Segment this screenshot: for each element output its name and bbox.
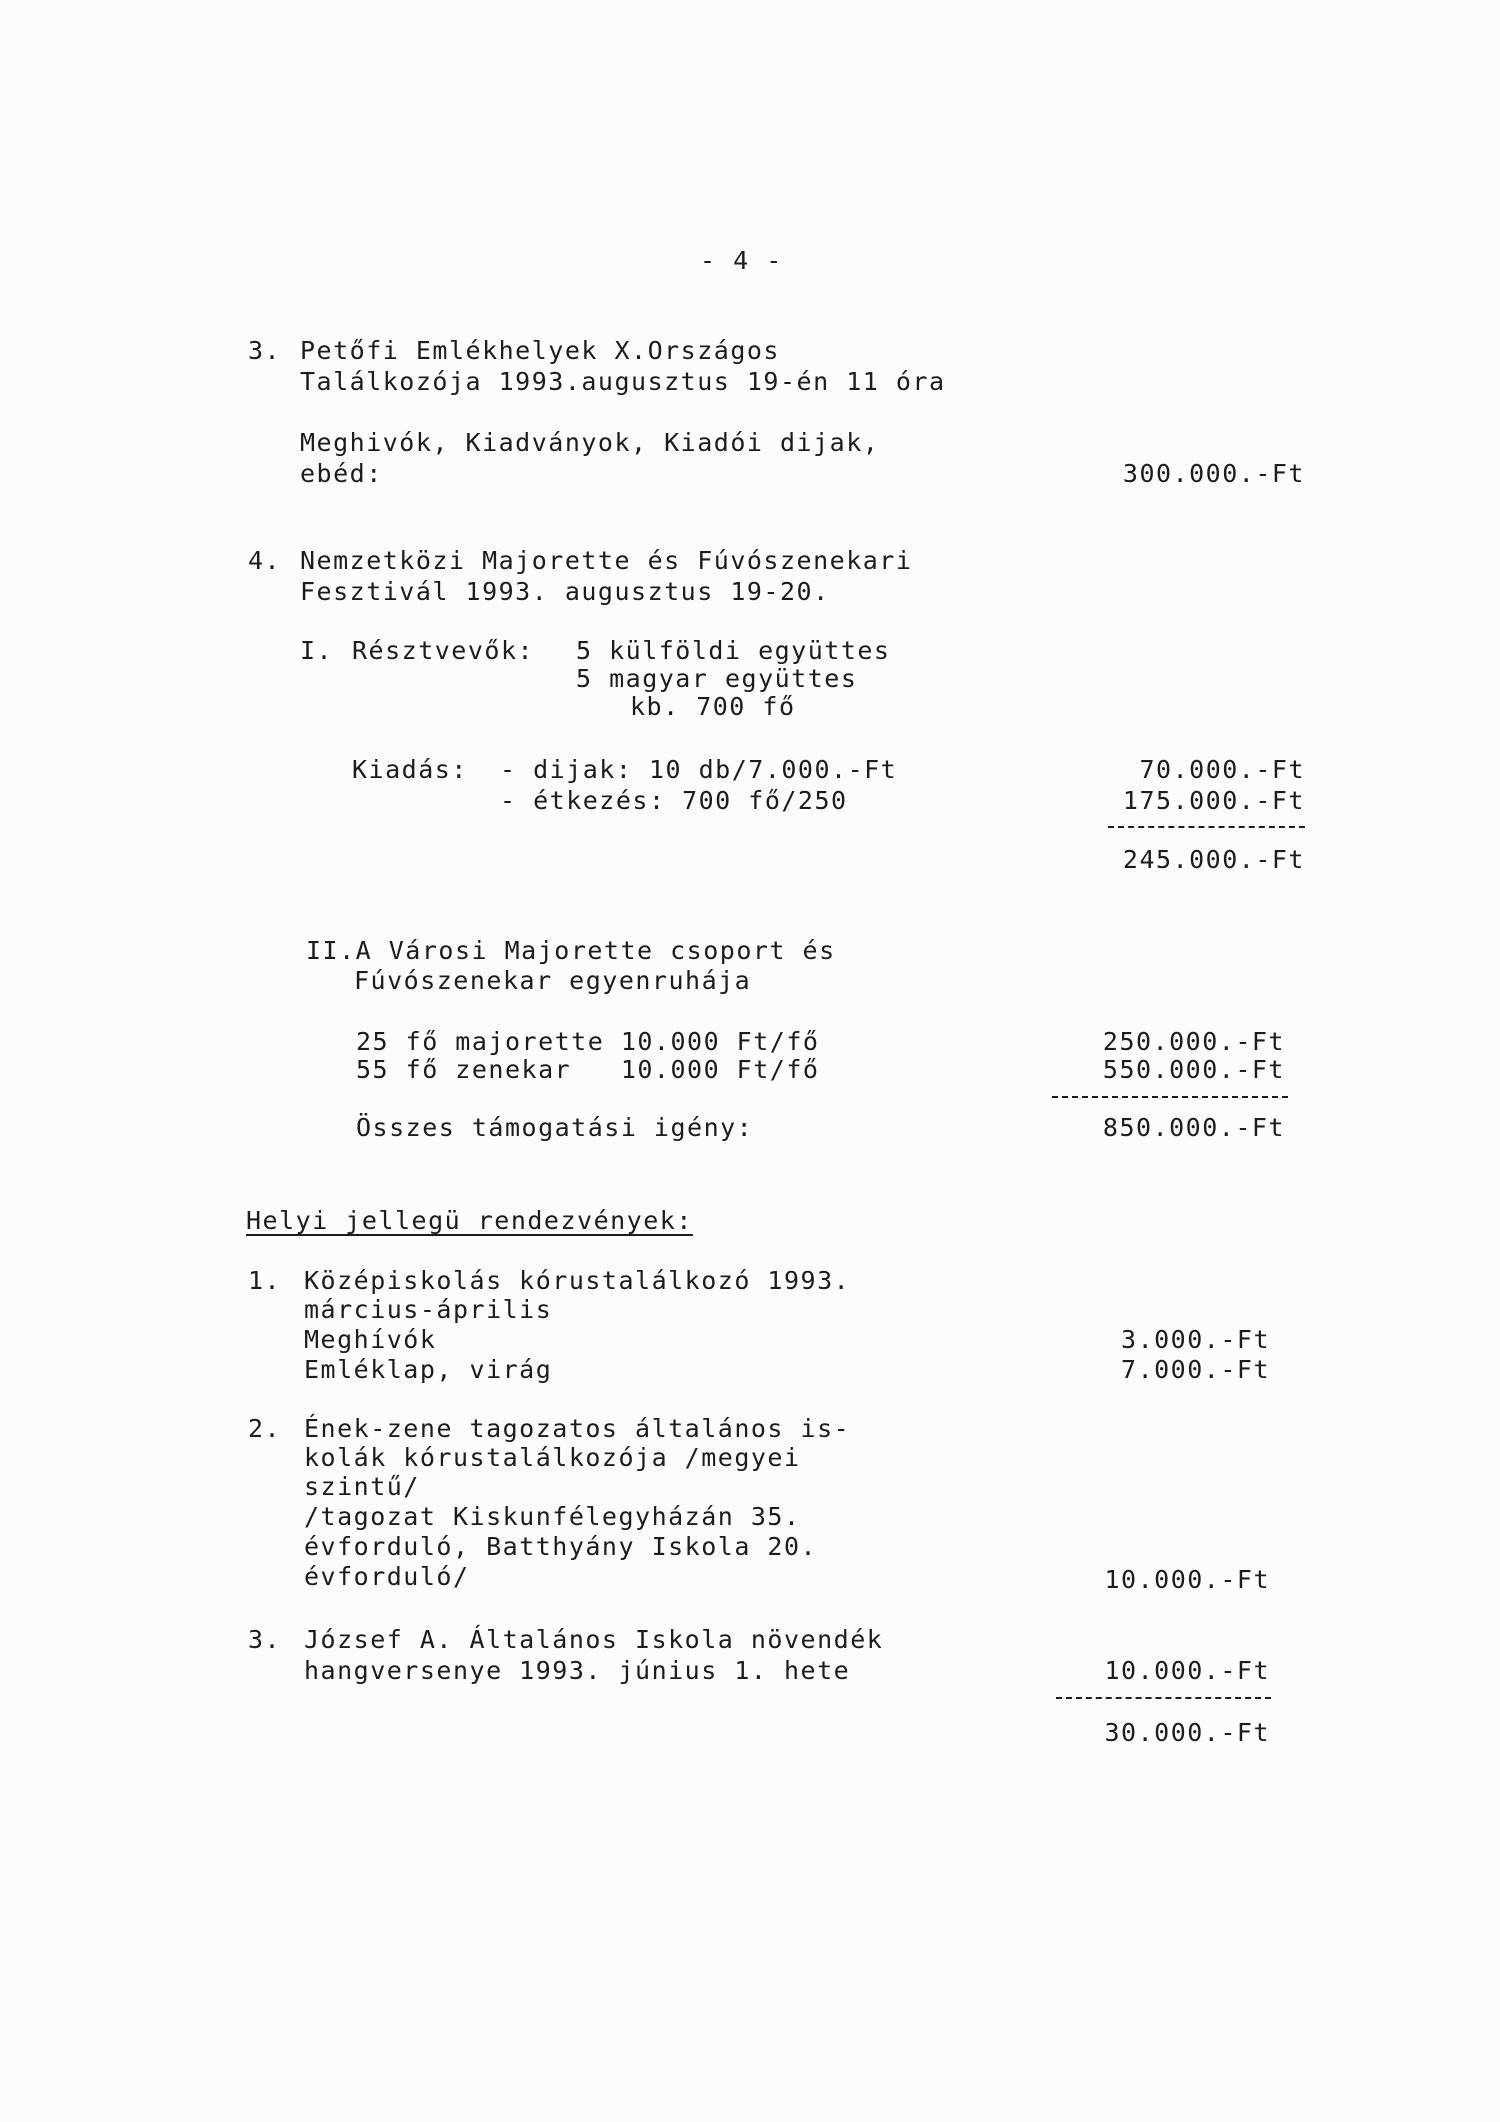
- local-total-amount: 30.000.-Ft: [1104, 1718, 1270, 1747]
- local-2-line3: szintű/: [304, 1472, 420, 1501]
- section-3-title-line1: Petőfi Emlékhelyek X.Országos: [300, 336, 780, 365]
- uniform-band: 55 fő zenekar 10.000 Ft/fő: [356, 1055, 820, 1084]
- local-total-rule: [1056, 1697, 1271, 1699]
- expense-catering-amount: 175.000.-Ft: [1122, 786, 1305, 815]
- participants-total: kb. 700 fő: [630, 692, 796, 721]
- section-4-title-line2: Fesztivál 1993. augusztus 19-20.: [300, 577, 830, 606]
- local-2-line4: /tagozat Kiskunfélegyházán 35.: [304, 1502, 801, 1531]
- local-2-line2: kolák kórustalálkozója /megyei: [304, 1443, 801, 1472]
- section-3-title-line2: Találkozója 1993.augusztus 19-én 11 óra: [300, 367, 946, 396]
- local-1-line4-amount: 7.000.-Ft: [1121, 1355, 1270, 1384]
- part-1-subtotal: 245.000.-Ft: [1122, 845, 1305, 874]
- section-3-number: 3.: [248, 336, 282, 365]
- page-number: - 4 -: [700, 246, 783, 275]
- part-2-title-line2: Fúvószenekar egyenruhája: [354, 966, 752, 995]
- local-events-heading: Helyi jellegü rendezvények:: [246, 1206, 693, 1235]
- expense-catering: - étkezés: 700 fő/250: [500, 786, 848, 815]
- section-3-amount: 300.000.-Ft: [1122, 459, 1305, 488]
- expense-fees-amount: 70.000.-Ft: [1139, 755, 1305, 784]
- local-3-amount: 10.000.-Ft: [1104, 1656, 1270, 1685]
- local-1-line3: Meghívók: [304, 1325, 437, 1354]
- local-2-amount: 10.000.-Ft: [1104, 1565, 1270, 1594]
- local-2-line1: Ének-zene tagozatos általános is-: [304, 1414, 851, 1443]
- section-3-cost-line1: Meghivók, Kiadványok, Kiadói dijak,: [300, 428, 880, 457]
- local-1-line1: Középiskolás kórustalálkozó 1993.: [304, 1266, 851, 1295]
- local-3-number: 3.: [248, 1625, 282, 1654]
- participants-hungarian: 5 magyar együttes: [576, 664, 858, 693]
- total-rule: [1052, 1096, 1288, 1098]
- expense-label: Kiadás:: [352, 755, 468, 784]
- local-3-line2: hangversenye 1993. június 1. hete: [304, 1656, 851, 1685]
- local-3-line1: József A. Általános Iskola növendék: [304, 1625, 884, 1654]
- local-1-number: 1.: [248, 1266, 282, 1295]
- local-2-line6: évforduló/: [304, 1562, 470, 1591]
- participants-label: Résztvevők:: [352, 636, 535, 665]
- local-2-number: 2.: [248, 1414, 282, 1443]
- part-1-roman: I.: [300, 636, 334, 665]
- local-1-line4: Emléklap, virág: [304, 1355, 553, 1384]
- part-2-title-line1: II.A Városi Majorette csoport és: [306, 936, 836, 965]
- total-support-label: Összes támogatási igény:: [356, 1113, 754, 1142]
- uniform-band-amount: 550.000.-Ft: [1102, 1055, 1285, 1084]
- section-4-number: 4.: [248, 546, 282, 575]
- total-support-amount: 850.000.-Ft: [1102, 1113, 1285, 1142]
- subtotal-rule: [1108, 826, 1305, 828]
- uniform-majorette-amount: 250.000.-Ft: [1102, 1027, 1285, 1056]
- section-3-cost-line2: ebéd:: [300, 459, 383, 488]
- section-4-title-line1: Nemzetközi Majorette és Fúvószenekari: [300, 546, 913, 575]
- local-1-line2: március-április: [304, 1295, 553, 1324]
- uniform-majorette: 25 fő majorette 10.000 Ft/fő: [356, 1027, 820, 1056]
- participants-foreign: 5 külföldi együttes: [576, 636, 891, 665]
- local-1-line3-amount: 3.000.-Ft: [1121, 1325, 1270, 1354]
- expense-fees: - dijak: 10 db/7.000.-Ft: [500, 755, 898, 784]
- local-2-line5: évforduló, Batthyány Iskola 20.: [304, 1532, 818, 1561]
